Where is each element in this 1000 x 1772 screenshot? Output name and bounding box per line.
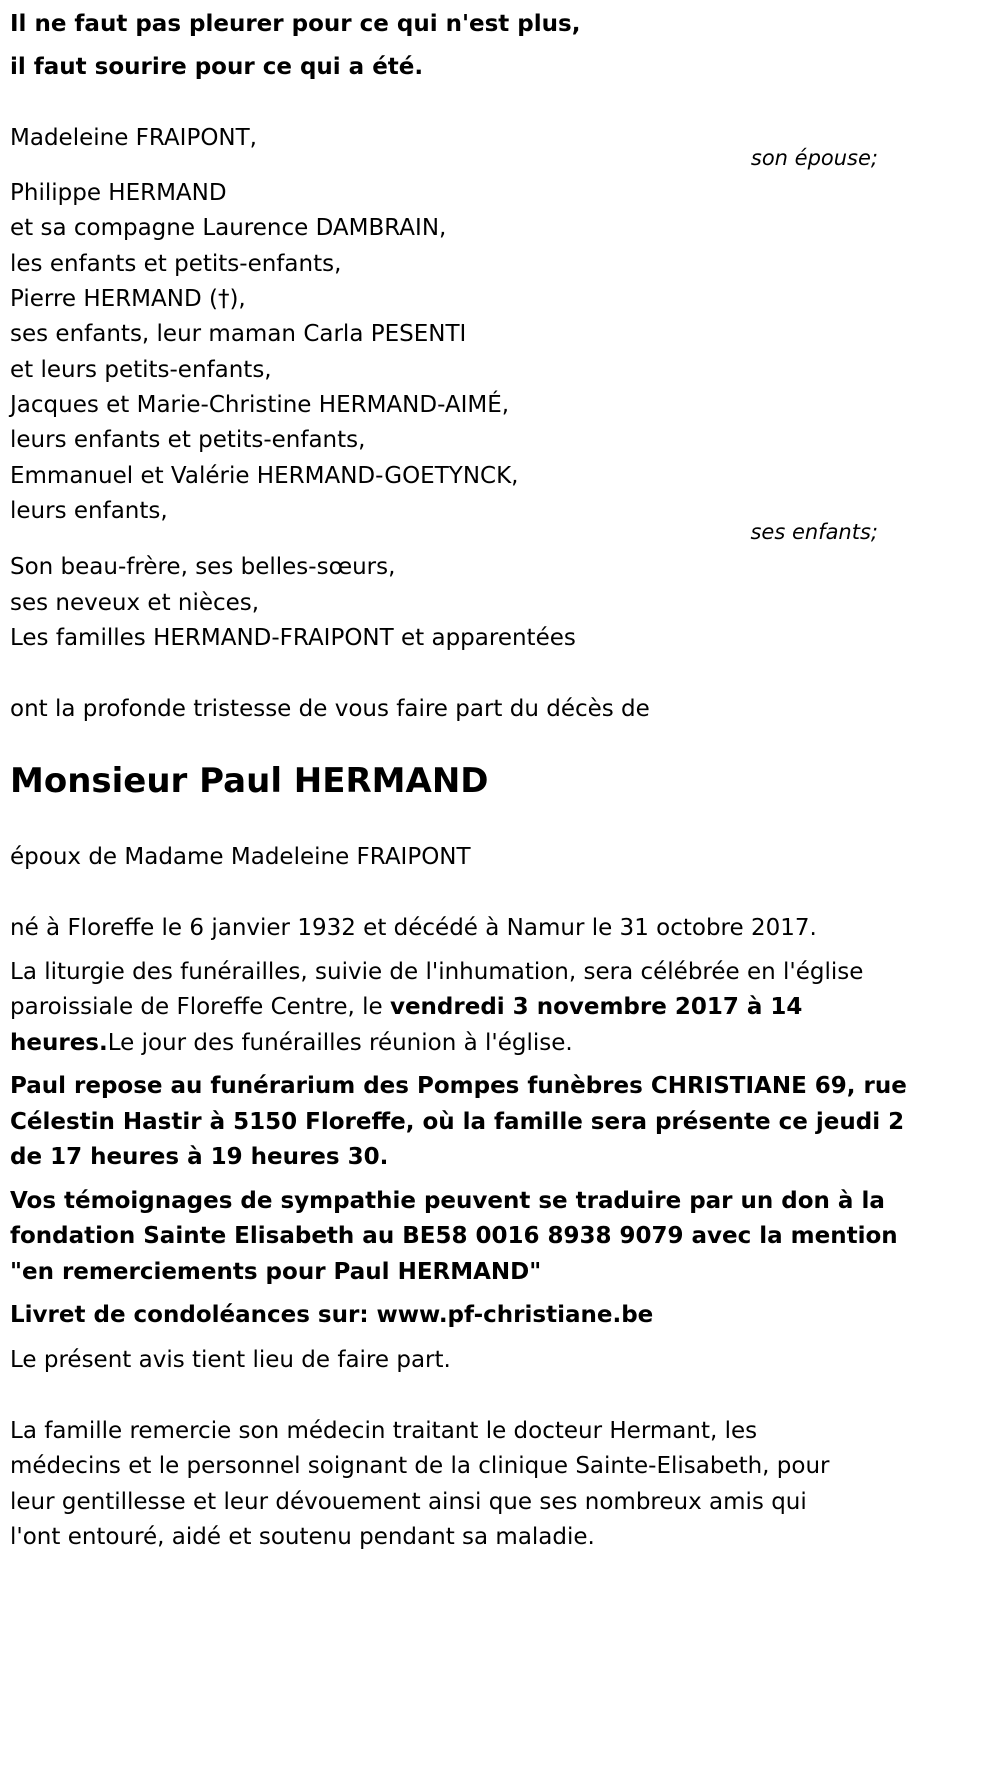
children-line: leurs enfants et petits-enfants, [10, 427, 366, 453]
donation-line: "en remerciements pour Paul HERMAND" [10, 1259, 542, 1285]
thanks-line: l'ont entouré, aidé et soutenu pendant sa maladie. [10, 1524, 595, 1550]
children-line: ses enfants, leur maman Carla PESENTI [10, 321, 467, 347]
children-line: leurs enfants, [10, 498, 168, 524]
family-line: ses neveux et nièces, [10, 590, 260, 616]
notice: Le présent avis tient lieu de faire part. [10, 1347, 451, 1373]
family-line: Les familles HERMAND-FRAIPONT et apparentées [10, 625, 576, 651]
funeral-line-2-plain: paroissiale de Floreffe Centre, le [10, 994, 390, 1020]
thanks-line: leur gentillesse et leur dévouement ainsi que ses nombreux amis qui [10, 1489, 807, 1515]
announcement: ont la profonde tristesse de vous faire part du décès de [10, 696, 650, 722]
funeral-line-2 [10, 992, 802, 1022]
spouse-name: Madeleine FRAIPONT, [10, 125, 257, 151]
donation-line: fondation Sainte Elisabeth au BE58 0016 8938 9079 avec la mention [10, 1223, 898, 1249]
thanks-line: La famille remercie son médecin traitant le docteur Hermant, les [10, 1418, 758, 1444]
spouse-role: son épouse; [750, 146, 878, 170]
repose-line: Célestin Hastir à 5150 Floreffe, où la famille sera présente ce jeudi 2 [10, 1109, 905, 1135]
deceased-dates: né à Floreffe le 6 janvier 1932 et décédé à Namur le 31 octobre 2017. [10, 915, 817, 941]
children-line: et sa compagne Laurence DAMBRAIN, [10, 215, 447, 241]
children-line: Pierre HERMAND (†), [10, 286, 246, 312]
family-line: Son beau-frère, ses belles-sœurs, [10, 554, 396, 580]
children-line: Jacques et Marie-Christine HERMAND-AIMÉ, [10, 392, 510, 418]
quote-line-2: il faut sourire pour ce qui a été. [10, 54, 424, 80]
repose-line: Paul repose au funérarium des Pompes funèbres CHRISTIANE 69, rue [10, 1073, 907, 1099]
donation-line: Vos témoignages de sympathie peuvent se traduire par un don à la [10, 1188, 885, 1214]
deceased-relation: époux de Madame Madeleine FRAIPONT [10, 844, 471, 870]
funeral-hour: heures. [10, 1030, 108, 1056]
children-line: Emmanuel et Valérie HERMAND-GOETYNCK, [10, 463, 519, 489]
children-line: Philippe HERMAND [10, 180, 227, 206]
children-line: et leurs petits-enfants, [10, 357, 272, 383]
funeral-date: vendredi 3 novembre 2017 à 14 [389, 994, 803, 1020]
children-line: les enfants et petits-enfants, [10, 251, 342, 277]
funeral-line-1: La liturgie des funérailles, suivie de l'inhumation, sera célébrée en l'église [10, 959, 864, 985]
funeral-line-3-plain: Le jour des funérailles réunion à l'église. [107, 1030, 573, 1056]
funeral-line-3 [10, 1028, 573, 1058]
repose-line: de 17 heures à 19 heures 30. [10, 1144, 389, 1170]
obituary-notice [10, 0, 990, 1772]
quote-line-1: Il ne faut pas pleurer pour ce qui n'est plus, [10, 11, 581, 37]
thanks-line: médecins et le personnel soignant de la clinique Sainte-Elisabeth, pour [10, 1453, 830, 1479]
children-role: ses enfants; [750, 520, 878, 544]
deceased-name: Monsieur Paul HERMAND [10, 761, 489, 801]
condolences-link[interactable]: Livret de condoléances sur: www.pf-christiane.be [10, 1302, 654, 1328]
